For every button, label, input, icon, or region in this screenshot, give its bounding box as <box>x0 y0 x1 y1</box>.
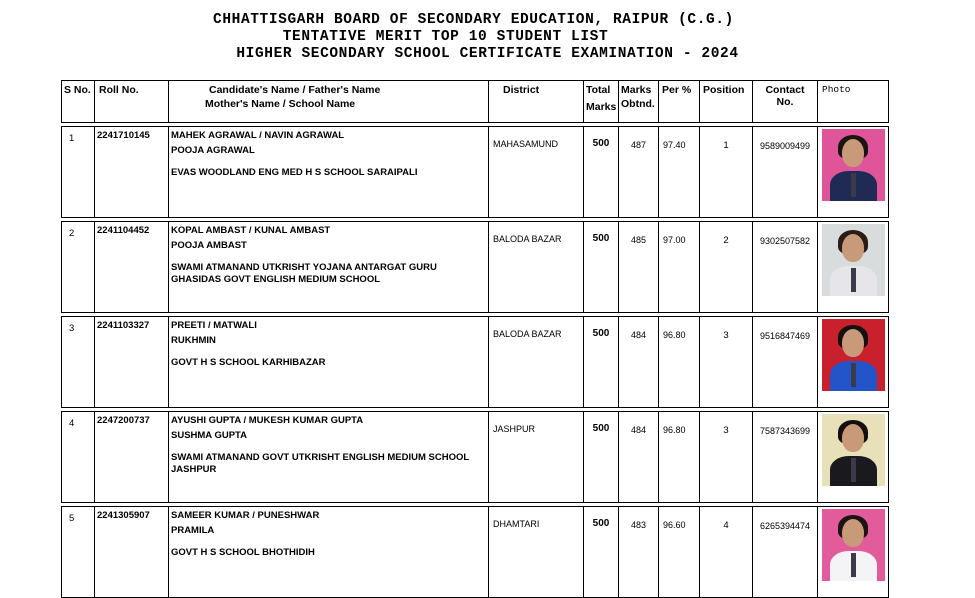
col-per: Per % <box>659 81 700 123</box>
row-position: 3 <box>700 317 753 408</box>
row-roll: 2241305907 <box>95 507 169 598</box>
row-photo <box>818 222 889 313</box>
row-contact: 9516847469 <box>753 317 818 408</box>
table-row <box>62 317 889 408</box>
col-position: Position <box>700 81 753 123</box>
col-total-line1: Total <box>586 84 611 96</box>
table-row <box>62 412 889 503</box>
row-position: 1 <box>700 127 753 218</box>
mother-name: POOJA AGRAWAL <box>171 145 255 156</box>
row-candidate <box>169 222 489 313</box>
row-candidate <box>169 317 489 408</box>
col-contact-line2: No. <box>776 96 794 108</box>
col-contact <box>753 81 818 123</box>
row-photo <box>818 412 889 503</box>
col-roll: Roll No. <box>95 81 169 123</box>
row-sno: 3 <box>62 317 95 408</box>
student-photo <box>822 414 885 486</box>
row-total: 500 <box>584 127 619 218</box>
col-district: District <box>489 81 584 123</box>
row-per: 97.40 <box>659 127 700 218</box>
mother-name: SUSHMA GUPTA <box>171 430 247 441</box>
col-total-line2: Marks <box>586 101 617 113</box>
row-sno: 2 <box>62 222 95 313</box>
row-district: DHAMTARI <box>489 507 584 598</box>
row-per: 97.00 <box>659 222 700 313</box>
row-contact: 7587343699 <box>753 412 818 503</box>
row-marks: 485 <box>619 222 659 313</box>
row-district: JASHPUR <box>489 412 584 503</box>
row-district: BALODA BAZAR <box>489 317 584 408</box>
student-photo <box>822 319 885 391</box>
row-contact: 9589009499 <box>753 127 818 218</box>
candidate-names: PREETI / MATWALI <box>171 320 257 331</box>
col-candidate-line1: Candidate's Name / Father's Name <box>209 84 381 96</box>
student-photo <box>822 509 885 581</box>
col-marks-line2: Obtnd. <box>621 98 655 110</box>
row-roll: 2241104452 <box>95 222 169 313</box>
row-roll: 2241710145 <box>95 127 169 218</box>
row-marks: 484 <box>619 317 659 408</box>
row-district: MAHASAMUND <box>489 127 584 218</box>
mother-name: PRAMILA <box>171 525 215 536</box>
student-photo <box>822 129 885 201</box>
row-sno: 5 <box>62 507 95 598</box>
candidate-names: SAMEER KUMAR / PUNESHWAR <box>171 510 320 521</box>
row-position: 2 <box>700 222 753 313</box>
school-name: GOVT H S SCHOOL KARHIBAZAR <box>171 357 326 368</box>
row-position: 4 <box>700 507 753 598</box>
row-total: 500 <box>584 317 619 408</box>
row-marks: 487 <box>619 127 659 218</box>
col-sno: S No. <box>62 81 95 123</box>
col-total <box>584 81 619 123</box>
merit-table <box>61 80 889 598</box>
row-contact: 9302507582 <box>753 222 818 313</box>
row-candidate <box>169 127 489 218</box>
col-candidate <box>169 81 489 123</box>
school-name: GOVT H S SCHOOL BHOTHIDIH <box>171 547 315 558</box>
board-title: CHHATTISGARH BOARD OF SECONDARY EDUCATION, RAIPUR (C.G.) <box>213 12 734 28</box>
row-district: BALODA BAZAR <box>489 222 584 313</box>
school-name: SWAMI ATMANAND GOVT UTKRISHT ENGLISH MEDIUM SCHOOL JASHPUR <box>171 452 470 475</box>
row-photo <box>818 507 889 598</box>
candidate-names: KOPAL AMBAST / KUNAL AMBAST <box>171 225 331 236</box>
col-candidate-line2: Mother's Name / School Name <box>205 98 356 110</box>
col-marks <box>619 81 659 123</box>
mother-name: RUKHMIN <box>171 335 216 346</box>
mother-name: POOJA AMBAST <box>171 240 247 251</box>
row-per: 96.80 <box>659 317 700 408</box>
row-roll: 2247200737 <box>95 412 169 503</box>
candidate-names: AYUSHI GUPTA / MUKESH KUMAR GUPTA <box>171 415 364 426</box>
row-roll: 2241103327 <box>95 317 169 408</box>
col-photo: Photo <box>818 81 889 123</box>
school-name: EVAS WOODLAND ENG MED H S SCHOOL SARAIPALI <box>171 167 418 178</box>
candidate-names: MAHEK AGRAWAL / NAVIN AGRAWAL <box>171 130 345 141</box>
exam-title: HIGHER SECONDARY SCHOOL CERTIFICATE EXAMINATION - 2024 <box>236 46 739 62</box>
row-photo <box>818 317 889 408</box>
row-sno: 4 <box>62 412 95 503</box>
row-candidate <box>169 412 489 503</box>
table-row <box>62 127 889 218</box>
row-marks: 483 <box>619 507 659 598</box>
row-total: 500 <box>584 507 619 598</box>
header-row <box>62 81 889 123</box>
row-per: 96.60 <box>659 507 700 598</box>
row-position: 3 <box>700 412 753 503</box>
table-row <box>62 222 889 313</box>
col-contact-line1: Contact <box>765 84 805 96</box>
row-contact: 6265394474 <box>753 507 818 598</box>
row-total: 500 <box>584 222 619 313</box>
row-candidate <box>169 507 489 598</box>
row-marks: 484 <box>619 412 659 503</box>
table-row <box>62 507 889 598</box>
col-marks-line1: Marks <box>621 84 652 96</box>
school-name: SWAMI ATMANAND UTKRISHT YOJANA ANTARGAT GURU GHASIDAS GOVT ENGLISH MEDIUM SCHOOL <box>171 262 437 285</box>
list-title: TENTATIVE MERIT TOP 10 STUDENT LIST <box>282 29 609 45</box>
row-sno: 1 <box>62 127 95 218</box>
row-per: 96.80 <box>659 412 700 503</box>
row-photo <box>818 127 889 218</box>
row-total: 500 <box>584 412 619 503</box>
student-photo <box>822 224 885 296</box>
